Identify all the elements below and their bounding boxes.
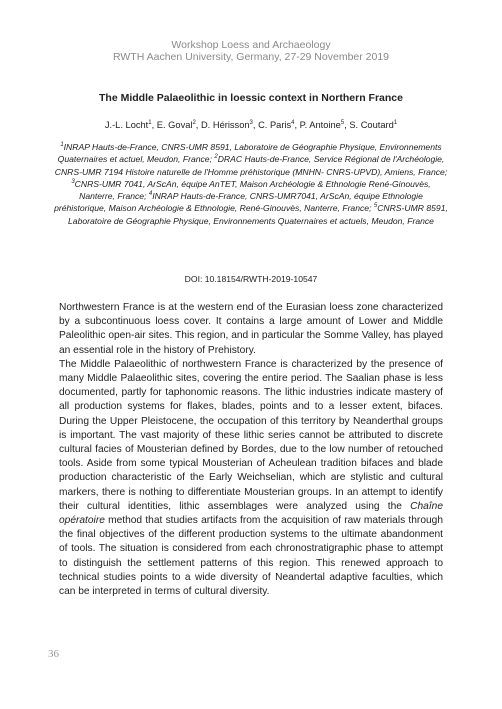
author-name: E. Goval (156, 120, 193, 130)
affiliation-text: CNRS-UMR 8591, Laboratoire de Géographie Physique, Environnements Quaternaires et actuels, Meudon, France (68, 203, 448, 226)
affiliation-text: INRAP Hauts-de-France, CNRS-UMR 8591, Laboratoire de Géographie Physique, Environnements Quaternaires et actuel, Meudon, France; (57, 142, 442, 165)
body-paragraph: Northwestern France is at the western end of the Eurasian loess zone characterized by a subcontinuous loess cover. It contains a large amount of Lower and Middle Paleolithic open-air sites. This region, and in particular the Somme Valley, has played an essential role in the history of Prehistory. (59, 302, 443, 356)
author-affil-mark: 4 (291, 119, 295, 126)
affil-mark: 4 (148, 191, 153, 198)
paragraph-text: method that studies artifacts from the acquisition of raw materials through the final objectives of the different production systems to the ultimate abandonment of tools. The situation is considered from each chronostratigraphic phase to attempt to distinguish the settlement patterns of this region. This renewed approach to technical studies points to a wide diversity of Neandertal adaptive faculties, which can be interpreted in terms of cultural diversity. (59, 515, 443, 598)
author-name: C. Paris (258, 120, 292, 130)
doi-line: DOI: 10.18154/RWTH-2019-10547 (184, 274, 318, 284)
author-name: J.-L. Locht (104, 120, 149, 130)
author-affil-mark: 1 (393, 119, 398, 126)
affiliation-text: INRAP Hauts-de-France, CNRS-UMR7041, ArScAn, équipe Ethnologie préhistorique, Maison Archéologie & Ethnologie, René-Ginouvès, Nanterre, France; (54, 191, 423, 214)
header-workshop: Workshop Loess and Archaeology (171, 39, 331, 51)
paragraph-text: The Middle Palaeolithic of northwestern France is characterized by the presence of many Middle Palaeolithic sites, covering the entire period. The Saalian phase is less documented, partly for taphonomic reasons. The lithic industries indicate mastery of all production systems for flakes, blades, points and to a lesser extent, bifaces. During the Upper Pleistocene, the occupation of this territory by Neanderthal groups is important. The vast majority of these lithic series cannot be attributed to discrete cultural facies of Mousterian defined by Bordes, due to the low number of retouched tools. Aside from some typical Mousterian of Acheulean tradition bifaces and blade production characteristic of the Early Weichselian, which are stylistic and cultural markers, there is nothing to differentiate Mousterian groups. In an attempt to identify their cultural identities, lithic assemblages were analyzed using the (59, 358, 443, 512)
affil-mark: 2 (214, 154, 218, 161)
affiliation-text: DRAC Hauts-de-France, Service Régional de l'Archéologie, CNRS-UMR 7194 Histoire naturelle de l'Homme préhistorique (MNHN- CNRS-UPVD), Amiens, France; (54, 154, 448, 177)
header-venue: RWTH Aachen University, Germany, 27-29 November 2019 (112, 51, 390, 63)
author-list: J.-L. Locht$^1$, E. Goval$^2$, D. Hérisson$^3$, C. Paris$^4$, P. Antoine$^5$, S. Coutard$^1$ (104, 119, 398, 130)
author-name: S. Coutard (349, 120, 394, 130)
author-affil-mark: 2 (192, 119, 196, 126)
abstract-body (59, 301, 443, 599)
affiliations (54, 141, 448, 227)
paper-title: The Middle Palaeolithic in loessic context in Northern France (99, 92, 403, 104)
affil-mark: 5 (373, 203, 378, 210)
author-name: P. Antoine (299, 120, 341, 130)
running-header (0, 39, 502, 63)
affil-mark: 3 (71, 179, 75, 186)
affiliation-text: CNRS-UMR 7041, ArScAn, équipe AnTET, Maison Archéologie & Ethnologie René-Ginouvès, Nanterre, France; (74, 178, 431, 202)
affil-mark: 1 (60, 142, 64, 149)
author-affil-mark: 5 (340, 119, 345, 126)
italic-term: Chaîne opératoire (59, 500, 443, 527)
author-name: D. Hérisson (200, 120, 250, 130)
author-affil-mark: 1 (148, 119, 152, 126)
body-paragraph (59, 358, 443, 599)
page-number: 36 (48, 648, 59, 660)
author-affil-mark: 3 (249, 119, 253, 126)
